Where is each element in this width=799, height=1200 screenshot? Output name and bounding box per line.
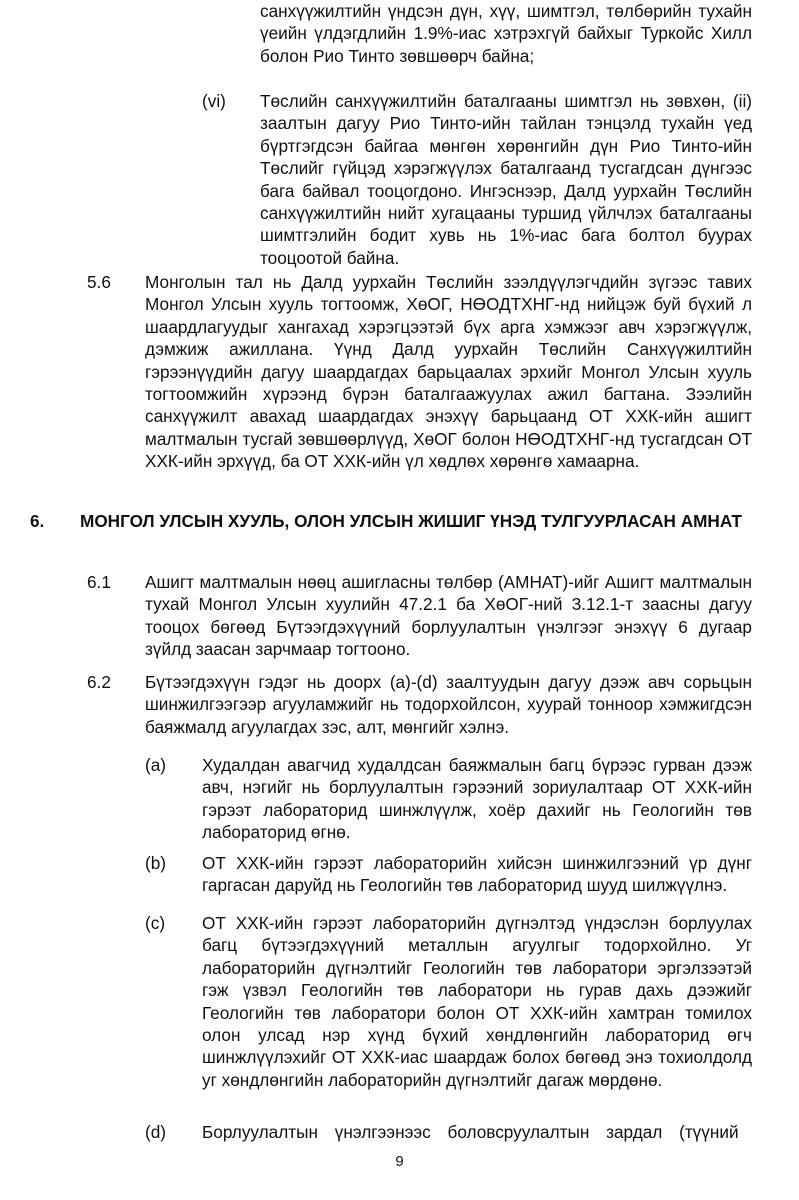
item-a-text: Худалдан авагчид худалдсан баяжмалын багц бүрээс гурван дээж авч, нэгийг нь борлуулалтын гэрээний зориулалтаар ОТ ХХК-ийн гэрээт лабораторид шинжлүүлж, хоёр дахийг нь Геологийн төв лабораторид өгнө.: [202, 755, 752, 843]
item-a-label: (a): [145, 755, 167, 775]
section-6-2-label: 6.2: [87, 672, 111, 692]
item-b-label: (b): [145, 853, 167, 873]
item-d-text: Борлуулалтын үнэлгээнээс боловсруулалтын зардал (түүний: [202, 1122, 739, 1142]
section-6-number: 6.: [30, 511, 45, 531]
section-6-1-label: 6.1: [87, 572, 111, 592]
section-5-6-label: 5.6: [87, 272, 111, 292]
item-c-text: ОТ ХХК-ийн гэрээт лабораторийн дүгнэлтэд үндэслэн борлуулах багц бүтээгдэхүүний металлын агуулгыг тодорхойлно. Уг лабораторийн дүгнэлтийг Геологийн төв лаборатори эргэлзээтэй гэж үзвэл Геологийн төв лаборатори нь гурав дахь дээжийг Геологийн төв лаборатори болон ОТ ХХК-ийн хамтран томилох олон улсад нэр хүнд бүхий хөндлөнгийн лабораторид өгч шинжлүүлэхийг ОТ ХХК-иас шаардаж болох бөгөөд энэ тохиолдолд уг хөндлөнгийн лабораторийн дүгнэлтийг дагаж мөрдөнө.: [202, 913, 752, 1090]
item-c-label: (c): [145, 913, 166, 933]
section-6-heading: МОНГОЛ УЛСЫН ХУУЛЬ, ОЛОН УЛСЫН ЖИШИГ ҮНЭД ТУЛГУУРЛАСАН АМНАТ: [80, 511, 742, 531]
page-number: 9: [395, 1153, 404, 1170]
item-b-text: ОТ ХХК-ийн гэрээт лабораторийн хийсэн шинжилгээний үр дүнг гаргасан даруйд нь Геологийн төв лабораторид шууд шилжүүлнэ.: [202, 853, 752, 896]
item-vi-text: Төслийн санхүүжилтийн баталгааны шимтгэл нь зөвхөн, (ii) заалтын дагуу Рио Тинто-ийн тайлан тэнцэлд тухайн үед бүртгэгдсэн байгаа мөнгөн хөрөнгийн дүн Рио Тинто-ийн Төслийг гүйцэд хэрэгжүүлэх баталгаанд тусгагдсан дүнгээс бага байвал тооцогдоно. Ингэснээр, Далд уурхайн Төслийн санхүүжилтийн нийт хугацааны туршид үйлчлэх баталгааны шимтгэлийн бодит хувь нь 1%-иас бага болтол буурах тооцоотой байна.: [260, 91, 752, 268]
continuation-paragraph: санхүүжилтийн үндсэн дүн, хүү, шимтгэл, төлбөрийн тухайн үеийн үлдэгдлийн 1.9%-иас хэтрэхгүй байхыг Туркойс Хилл болон Рио Тинто зөвшөөрч байна;: [260, 1, 752, 66]
section-6-2-text: Бүтээгдэхүүн гэдэг нь доорх (a)-(d) заалтуудын дагуу дээж авч сорьцын шинжилгээгээр агууламжийг нь тодорхойлсон, хуурай тонноор хэмжигдсэн баяжмалд агуулагдах зэс, алт, мөнгийг хэлнэ.: [145, 672, 752, 737]
item-vi-label: (vi): [202, 91, 226, 111]
item-d-label: (d): [145, 1122, 167, 1142]
section-5-6-text: Монголын тал нь Далд уурхайн Төслийн зээлдүүлэгчдийн зүгээс тавих Монгол Улсын хууль тогтоомж, ХөОГ, НӨОДТХНГ-нд нийцэж буй бүхий л шаардлагуудыг хангахад хэрэгцээтэй бүх арга хэмжээг авч хэрэгжүүлж, дэмжиж ажиллана. Үүнд Далд уурхайн Төслийн Санхүүжилтийн гэрээнүүдийн дагуу шаардагдах барьцаалах эрхийг Монгол Улсын хууль тогтоомжийн хүрээнд бүрэн баталгаажуулах ажил багтана. Зээлийн санхүүжилт авахад шаардагдах энэхүү барьцаанд ОТ ХХК-ийн ашигт малтмалын тусгай зөвшөөрлүүд, ХөОГ болон НӨОДТХНГ-нд тусгагдсан ОТ ХХК-ийн эрхүүд, ба ОТ ХХК-ийн үл хөдлөх хөрөнгө хамаарна.: [145, 272, 752, 472]
section-6-1-text: Ашигт малтмалын нөөц ашигласны төлбөр (АМНАТ)-ийг Ашигт малтмалын тухай Монгол Улсын хуулийн 47.2.1 ба ХөОГ-ний 3.12.1-т заасны дагуу тооцох бөгөөд Бүтээгдэхүүний борлуулалтын үнэлгээг энэхүү 6 дугаар зүйлд заасан зарчмаар тогтооно.: [145, 572, 752, 660]
